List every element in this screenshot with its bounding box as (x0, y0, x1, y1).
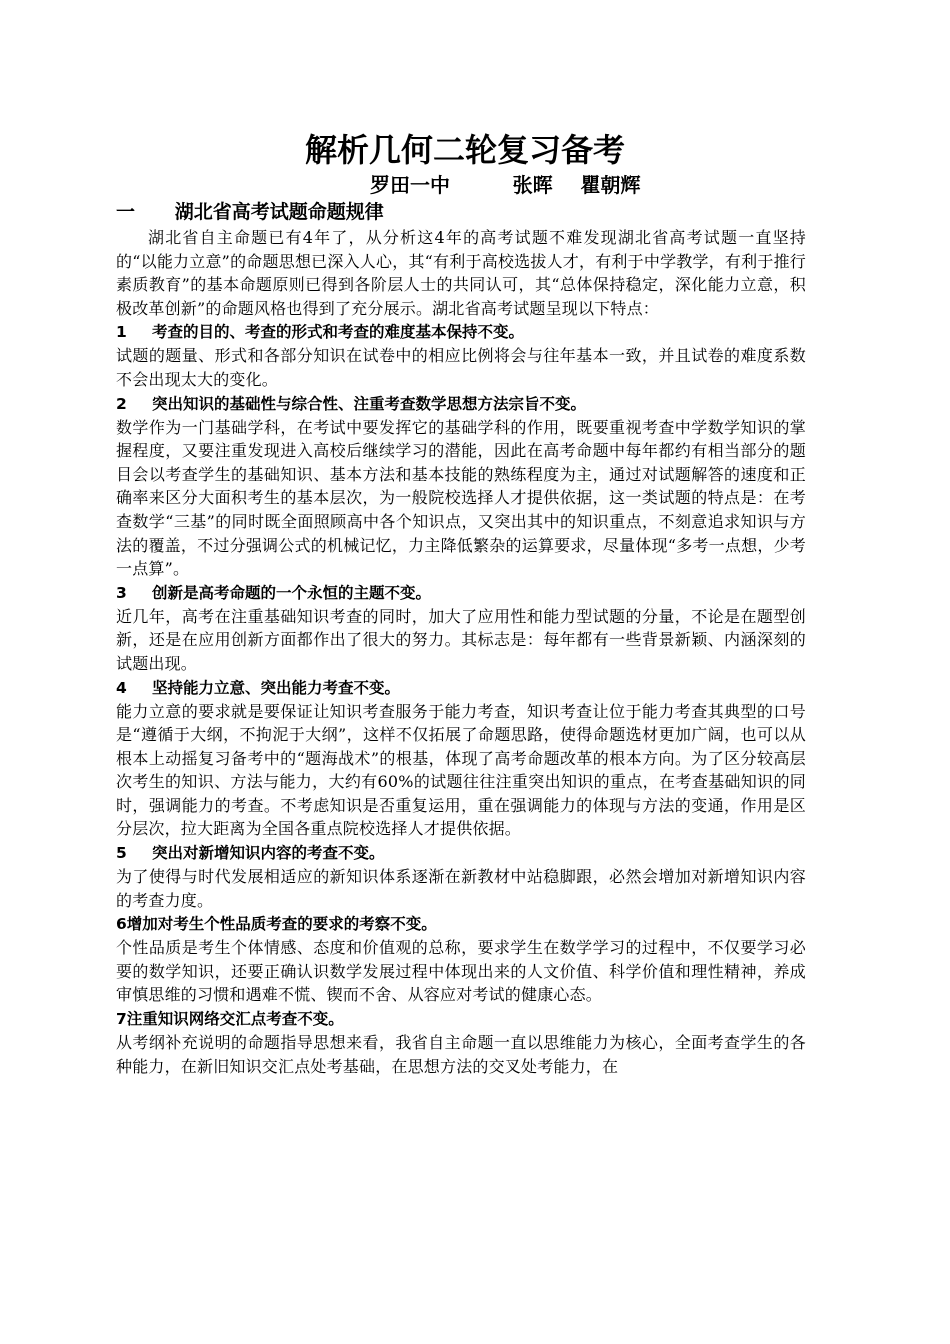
point-number: 6 (116, 915, 127, 934)
point-heading-text: 创新是高考命题的一个永恒的主题不变。 (152, 583, 432, 602)
point-heading-1 (116, 320, 806, 344)
point-number: 2 (116, 394, 127, 413)
point-number: 1 (116, 323, 127, 342)
point-heading-text: 增加对考生个性品质考查的要求的考察不变。 (126, 915, 437, 934)
point-heading-6 (116, 912, 806, 936)
point-body-2: 数学作为一门基础学科，在考试中要发挥它的基础学科的作用，既要重视考查中学数学知识的掌握程度，又要注重发现进入高校后继续学习的潜能，因此在高考命题中每年都约有相当部分的题目会以考查学生的基础知识、基本方法和基本技能的熟练程度为主，通过对试题解答的速度和正确率来区分大面积考生的基本层次，为一般院校选择人才提供依据，这一类试题的特点是：在考查数学“三基”的同时既全面照顾高中各个知识点，又突出其中的知识重点，不刻意追求知识与方法的覆盖，不过分强调公式的机械记忆，力主降低繁杂的运算要求，尽量体现“多考一点想，少考一点算”。 (116, 417, 806, 579)
section-title: 湖北省高考试题命题规律 (174, 201, 384, 223)
author-line: 罗田一中 张晖 瞿朝辉 (370, 173, 641, 197)
point-heading-text: 注重知识网络交汇点考查不变。 (126, 1010, 344, 1029)
point-heading-text: 考查的目的、考查的形式和考查的难度基本保持不变。 (152, 323, 525, 342)
point-heading-text: 突出知识的基础性与综合性、注重考查数学思想方法宗旨不变。 (152, 394, 587, 413)
point-heading-3 (116, 581, 806, 605)
section-heading (116, 198, 806, 226)
point-number: 7 (116, 1010, 127, 1029)
point-heading-2 (116, 392, 806, 416)
point-body-7: 从考纲补充说明的命题指导思想来看，我省自主命题一直以思维能力为核心，全面考查学生的各种能力，在新旧知识交汇点处考基础，在思想方法的交叉处考能力，在 (116, 1033, 806, 1076)
point-number: 5 (116, 844, 127, 863)
point-number: 4 (116, 678, 127, 697)
document-title: 解析几何二轮复习备考 (304, 131, 625, 169)
point-heading-7 (116, 1007, 806, 1031)
point-heading-5 (116, 841, 806, 865)
section-number: 一 (116, 201, 136, 223)
point-heading-text: 突出对新增知识内容的考查不变。 (152, 844, 385, 863)
document-page (116, 128, 806, 1078)
section-intro: 湖北省自主命题已有4年了，从分析这4年的高考试题不难发现湖北省高考试题一直坚持的“以能力立意”的命题思想已深入人心，其“有利于高校选拔人才，有利于中学教学，有利于推行素质教育”的基本命题原则已得到各阶层人士的共同认可，其“总体保持稳定，深化能力立意，积极改革创新”的命题风格也得到了充分展示。湖北省高考试题呈现以下特点： (116, 228, 806, 318)
point-heading-text: 坚持能力立意、突出能力考查不变。 (152, 678, 401, 697)
point-number: 3 (116, 583, 127, 602)
point-body-4: 能力立意的要求就是要保证让知识考查服务于能力考查，知识考查让位于能力考查其典型的口号是“遵循于大纲，不拘泥于大纲”，这样不仅拓展了命题思路，使得命题选材更加广阔，也可以从根本上动摇复习备考中的“题海战术”的根基，体现了高考命题改革的根本方向。为了区分较高层次考生的知识、方法与能力，大约有60%的试题往往注重突出知识的重点，在考查基础知识的同时，强调能力的考查。不考虑知识是否重复运用，重在强调能力的体现与方法的变通，作用是区分层次，拉大距离为全国各重点院校选择人才提供依据。 (116, 701, 806, 839)
point-heading-4 (116, 676, 806, 700)
point-body-5: 为了使得与时代发展相适应的新知识体系逐渐在新教材中站稳脚跟，必然会增加对新增知识内容的考查力度。 (116, 867, 806, 910)
point-body-3: 近几年，高考在注重基础知识考查的同时，加大了应用性和能力型试题的分量，不论是在题型创新，还是在应用创新方面都作出了很大的努力。其标志是：每年都有一些背景新颖、内涵深刻的试题出现。 (116, 606, 806, 673)
point-body-1: 试题的题量、形式和各部分知识在试卷中的相应比例将会与往年基本一致，并且试卷的难度系数不会出现太大的变化。 (116, 346, 806, 389)
point-body-6: 个性品质是考生个体情感、态度和价值观的总称，要求学生在数学学习的过程中，不仅要学习必要的数学知识，还要正确认识数学发展过程中体现出来的人文价值、科学价值和理性精神，养成审慎思维的习惯和遇难不慌、锲而不舍、从容应对考试的健康心态。 (116, 938, 806, 1005)
